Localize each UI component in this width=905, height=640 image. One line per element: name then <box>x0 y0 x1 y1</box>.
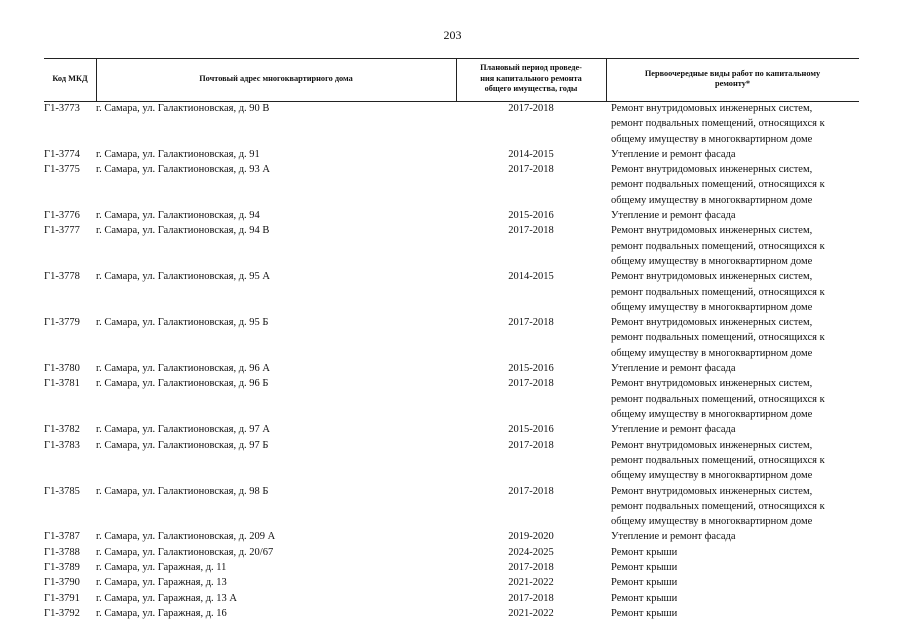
row-works <box>611 529 861 544</box>
row-works <box>611 101 861 147</box>
row-works <box>611 484 861 530</box>
row-works-line: общему имуществу в многоквартирном доме <box>611 301 813 313</box>
row-works-line: Ремонт крыши <box>611 577 678 589</box>
row-works-line: ремонт подвальных помещений, относящихся к <box>611 393 825 405</box>
row-code: Г1-3777 <box>44 225 80 237</box>
row-code: Г1-3781 <box>44 378 80 390</box>
row-address: г. Самара, ул. Гаражная, д. 16 <box>96 607 227 619</box>
row-works-line: Ремонт внутридомовых инженерных систем, <box>611 271 813 283</box>
row-works <box>611 223 861 269</box>
row-code: Г1-3788 <box>44 546 80 558</box>
row-address: г. Самара, ул. Галактионовская, д. 97 Б <box>96 439 269 451</box>
row-works-line: общему имуществу в многоквартирном доме <box>611 516 813 528</box>
row-works <box>611 560 861 575</box>
row-code: Г1-3779 <box>44 317 80 329</box>
row-works-line: общему имуществу в многоквартирном доме <box>611 133 813 145</box>
row-works-line: общему имуществу в многоквартирном доме <box>611 470 813 482</box>
row-period: 2014-2015 <box>508 148 554 160</box>
row-works-line: ремонт подвальных помещений, относящихся к <box>611 286 825 298</box>
row-works <box>611 162 861 208</box>
row-works-line: Ремонт внутридомовых инженерных систем, <box>611 378 813 390</box>
row-address: г. Самара, ул. Галактионовская, д. 98 Б <box>96 485 269 497</box>
row-code: Г1-3775 <box>44 164 80 176</box>
row-works <box>611 606 861 621</box>
row-period: 2015-2016 <box>508 363 554 375</box>
row-works-line: Ремонт крыши <box>611 562 678 573</box>
row-works-line: Ремонт внутридомовых инженерных систем, <box>611 164 813 176</box>
row-code: Г1-3789 <box>44 562 80 573</box>
row-works <box>611 575 861 590</box>
row-period: 2015-2016 <box>508 210 554 222</box>
row-works <box>611 376 861 422</box>
row-works-line: общему имуществу в многоквартирном доме <box>611 255 813 267</box>
row-works-line: Ремонт внутридомовых инженерных систем, <box>611 439 813 451</box>
row-period: 2017-2018 <box>508 485 554 497</box>
row-works-line: Ремонт крыши <box>611 592 678 604</box>
row-works-line: общему имуществу в многоквартирном доме <box>611 347 813 359</box>
row-address: г. Самара, ул. Галактионовская, д. 96 Б <box>96 378 269 390</box>
row-address: г. Самара, ул. Гаражная, д. 13 <box>96 577 227 589</box>
header-address: Почтовый адрес многоквартирного дома <box>199 73 353 83</box>
row-period: 2017-2018 <box>508 225 554 237</box>
row-code: Г1-3785 <box>44 485 80 497</box>
row-period: 2017-2018 <box>508 164 554 176</box>
row-period: 2017-2018 <box>508 378 554 390</box>
row-period: 2014-2015 <box>508 271 554 283</box>
row-works <box>611 208 861 223</box>
row-works-line: Утепление и ремонт фасада <box>611 363 736 375</box>
row-works <box>611 422 861 437</box>
row-code: Г1-3783 <box>44 439 80 451</box>
row-address: г. Самара, ул. Гаражная, д. 13 А <box>96 592 238 604</box>
row-works-line: Утепление и ремонт фасада <box>611 424 736 436</box>
row-works-line: Ремонт внутридомовых инженерных систем, <box>611 485 813 497</box>
row-works <box>611 545 861 560</box>
row-address: г. Самара, ул. Гаражная, д. 11 <box>96 562 227 573</box>
row-works-line: ремонт подвальных помещений, относящихся к <box>611 240 825 252</box>
row-works-line: общему имуществу в многоквартирном доме <box>611 408 813 420</box>
row-address: г. Самара, ул. Галактионовская, д. 93 А <box>96 164 270 176</box>
row-address: г. Самара, ул. Галактионовская, д. 209 А <box>96 531 276 543</box>
row-period: 2019-2020 <box>508 531 554 543</box>
header-code: Код МКД <box>52 73 88 83</box>
row-works-line: Ремонт крыши <box>611 546 678 558</box>
row-works-line: Утепление и ремонт фасада <box>611 210 736 222</box>
row-code: Г1-3792 <box>44 607 80 619</box>
row-period: 2021-2022 <box>508 607 554 619</box>
row-code: Г1-3782 <box>44 424 80 436</box>
row-code: Г1-3778 <box>44 271 80 283</box>
row-address: г. Самара, ул. Галактионовская, д. 90 В <box>96 103 270 114</box>
row-works-line: Ремонт внутридомовых инженерных систем, <box>611 225 813 237</box>
row-address: г. Самара, ул. Галактионовская, д. 94 В <box>96 225 270 237</box>
header-period: Плановый период проведе- ния капитального ремонта общего имущества, годы <box>480 63 582 94</box>
row-works <box>611 438 861 484</box>
row-address: г. Самара, ул. Галактионовская, д. 95 Б <box>96 317 269 329</box>
row-works <box>611 591 861 606</box>
row-code: Г1-3790 <box>44 577 80 589</box>
row-code: Г1-3780 <box>44 363 80 375</box>
row-period: 2017-2018 <box>508 439 554 451</box>
row-works-line: ремонт подвальных помещений, относящихся к <box>611 118 825 130</box>
row-works-line: ремонт подвальных помещений, относящихся к <box>611 332 825 344</box>
row-code: Г1-3776 <box>44 210 80 222</box>
header-works: Первоочередные виды работ по капитальному ремонту* <box>644 68 821 88</box>
row-works-line: ремонт подвальных помещений, относящихся к <box>611 454 825 466</box>
row-code: Г1-3774 <box>44 148 80 160</box>
row-works-line: Ремонт крыши <box>611 607 678 619</box>
row-period: 2017-2018 <box>508 317 554 329</box>
row-period: 2021-2022 <box>508 577 554 589</box>
row-address: г. Самара, ул. Галактионовская, д. 97 А <box>96 424 270 436</box>
row-works-line: Ремонт внутридомовых инженерных систем, <box>611 103 813 114</box>
row-code: Г1-3791 <box>44 592 80 604</box>
row-period: 2024-2025 <box>508 546 554 558</box>
row-works-line: Ремонт внутридомовых инженерных систем, <box>611 317 813 329</box>
row-period: 2017-2018 <box>508 592 554 604</box>
page-number: 203 <box>443 28 462 42</box>
row-works <box>611 361 861 376</box>
row-address: г. Самара, ул. Галактионовская, д. 96 А <box>96 363 270 375</box>
row-works <box>611 147 861 162</box>
row-period: 2017-2018 <box>508 562 554 573</box>
row-period: 2015-2016 <box>508 424 554 436</box>
row-works-line: общему имуществу в многоквартирном доме <box>611 194 813 206</box>
row-address: г. Самара, ул. Галактионовская, д. 20/67 <box>96 546 274 558</box>
row-works-line: ремонт подвальных помещений, относящихся к <box>611 500 825 512</box>
row-address: г. Самара, ул. Галактионовская, д. 94 <box>96 210 260 222</box>
row-works-line: ремонт подвальных помещений, относящихся к <box>611 179 825 191</box>
row-period: 2017-2018 <box>508 103 554 114</box>
row-address: г. Самара, ул. Галактионовская, д. 95 А <box>96 271 270 283</box>
row-works <box>611 269 861 315</box>
row-code: Г1-3773 <box>44 103 80 114</box>
row-works-line: Утепление и ремонт фасада <box>611 148 736 160</box>
row-works-line: Утепление и ремонт фасада <box>611 531 736 543</box>
row-code: Г1-3787 <box>44 531 80 543</box>
row-works <box>611 315 861 361</box>
row-address: г. Самара, ул. Галактионовская, д. 91 <box>96 148 260 160</box>
